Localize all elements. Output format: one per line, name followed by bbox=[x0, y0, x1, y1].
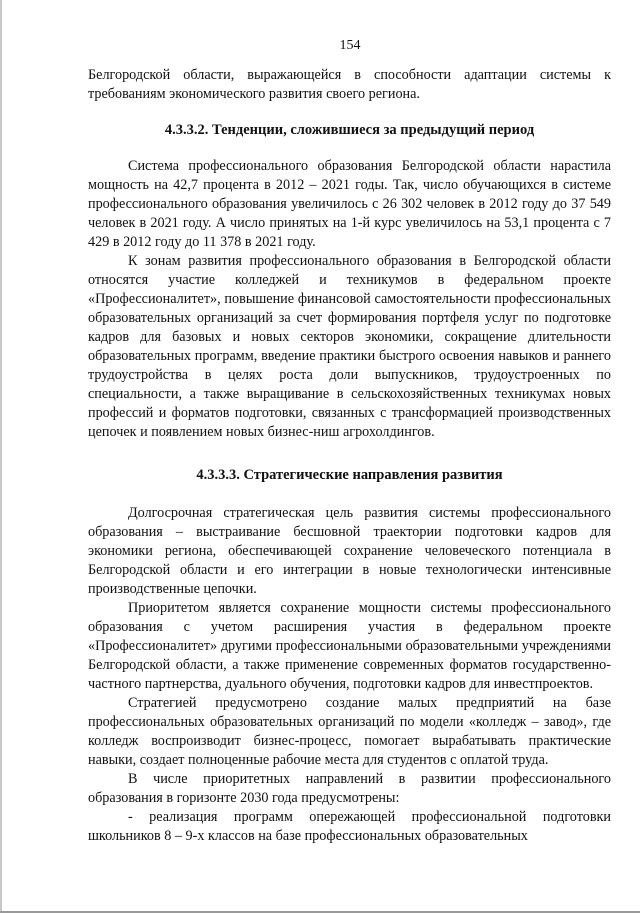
page-number: 154 bbox=[339, 38, 361, 53]
section-heading-trends: 4.3.3.2. Тенденции, сложившиеся за предыдущий период bbox=[164, 122, 535, 138]
intro-paragraph: Белгородской области, выражающейся в способности адаптации системы к требованиям экономического развития своего региона. bbox=[88, 67, 611, 102]
scan-edge-left bbox=[0, 0, 2, 913]
paragraph-strategic-4: В числе приоритетных направлений в развитии профессионального образования в горизонте 2030 года предусмотрены: bbox=[88, 771, 611, 806]
intro-block bbox=[88, 66, 611, 104]
paragraph-strategic-2: Приоритетом является сохранение мощности системы профессионального образования с учетом расширения участия в федеральном проекте «Профессионалитет» другими профессиональными образовательными учреждениями Белгородской области, а также применение современных форматов государственно-частного партнерства, дуального обучения, подготовки кадров для инвестпроектов. bbox=[88, 600, 611, 692]
paragraph-trends-1: Система профессионального образования Белгородской области нарастила мощность на 42,7 процента в 2012 – 2021 годы. Так, число обучающихся в системе профессионального образования увеличилось с 26 302 человек в 2012 году до 37 549 человек в 2021 году. А число принятых на 1-й курс увеличилось на 53,1 процента с 7 429 в 2012 году до 11 378 в 2021 году. bbox=[88, 158, 611, 250]
section-4-3-3-2 bbox=[88, 121, 611, 140]
section-heading-strategic: 4.3.3.3. Стратегические направления развития bbox=[196, 467, 503, 483]
paragraph-strategic-3: Стратегией предусмотрено создание малых предприятий на базе профессиональных образовательных организаций по модели «колледж – завод», где колледж воспроизводит бизнес-процесс, помогает вырабатывать практические навыки, создает полноценные рабочие места для студентов с оплатой труда. bbox=[88, 695, 611, 768]
paragraph-strategic-1: Долгосрочная стратегическая цель развития системы профессионального образования – выстраивание бесшовной траектории подготовки кадров для экономики региона, обеспечивающей сохранение человеческого потенциала в Белгородской области и его интеграции в новые технологически интенсивные производственные цепочки. bbox=[88, 505, 611, 597]
list-item-advanced-training: - реализация программ опережающей профессиональной подготовки школьников 8 – 9-х классов на базе профессиональных образовательных bbox=[88, 809, 611, 844]
paragraph-trends-2: К зонам развития профессионального образования в Белгородской области относятся участие колледжей и техникумов в федеральном проекте «Профессионалитет», повышение финансовой самостоятельности профессиональных образовательных организаций за счет формирования портфеля услуг по подготовке кадров для базовых и новых секторов экономики, сокращение длительности образовательных программ, введение практики быстрого освоения навыков и раннего трудоустройства в целях роста доли выпускников, трудоустроенных по специальности, а также выращивание в сельскохозяйственных техникумах новых профессий и форматов подготовки, связанных с трансформацией производственных цепочек и появлением новых бизнес-ниш агрохолдингов. bbox=[88, 253, 611, 440]
section-4-3-3-2-body bbox=[88, 157, 611, 442]
section-4-3-3-3-body bbox=[88, 504, 611, 846]
section-4-3-3-3 bbox=[88, 466, 611, 485]
